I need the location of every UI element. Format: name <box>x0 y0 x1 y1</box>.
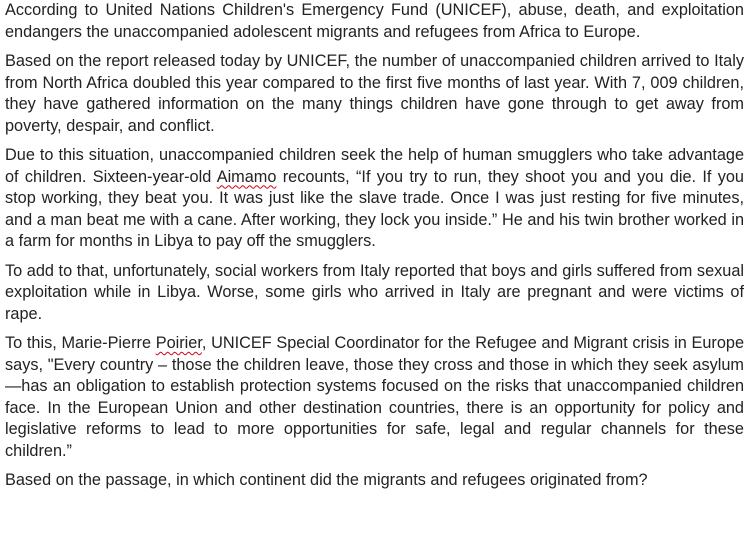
paragraph-2: Based on the report released today by UNICEF, the number of unaccompanied children arrived to Italy from North Africa doubled this year compared to the first five months of last year. With 7, 009 children, they have gathered information on the many things children have gone through to get away from poverty, despair, and conflict. <box>5 52 744 135</box>
spellcheck-flagged-word[interactable]: Poirier <box>155 334 202 352</box>
paragraph-1: According to United Nations Children's Emergency Fund (UNICEF), abuse, death, and exploitation endangers the unaccompanied adolescent migrants and refugees from Africa to Europe. <box>5 1 744 41</box>
paragraph-3-text-after: recounts, “If you try to run, they shoot you and you die. If you stop working, they beat you. It was just like the slave trade. Once I was just resting for five minutes, and a man beat me with a cane. After working, they lock you inside.” He and his twin brother worked in a farm for months in Libya to pay off the smugglers. <box>5 167 744 250</box>
reading-passage <box>5 0 744 500</box>
paragraph-5 <box>5 333 744 462</box>
paragraph-5-text-before: To this, Marie-Pierre <box>5 334 156 352</box>
paragraph-3-text-before: Due to this situation, unaccompanied children seek the help of human smugglers who take advantage of children. Sixteen-year-old <box>5 146 744 186</box>
paragraph-3 <box>5 145 744 253</box>
paragraph-4: To add to that, unfortunately, social workers from Italy reported that boys and girls suffered from sexual exploitation while in Libya. Worse, some girls who arrived in Italy are pregnant and were victims of rape. <box>5 261 744 323</box>
paragraph-5-text-after: , UNICEF Special Coordinator for the Refugee and Migrant crisis in Europe says, "Every country – those the children leave, those they cross and those in which they seek asylum—has an obligation to establish protection systems focused on the risks that unaccompanied children face. In the European Union and other destination countries, there is an opportunity for policy and legislative reforms to lead to more opportunities for safe, legal and regular channels for these children.” <box>5 334 744 460</box>
question-text: Based on the passage, in which continent did the migrants and refugees originated from? <box>5 471 648 489</box>
spellcheck-flagged-word[interactable]: Aimamo <box>216 167 277 186</box>
